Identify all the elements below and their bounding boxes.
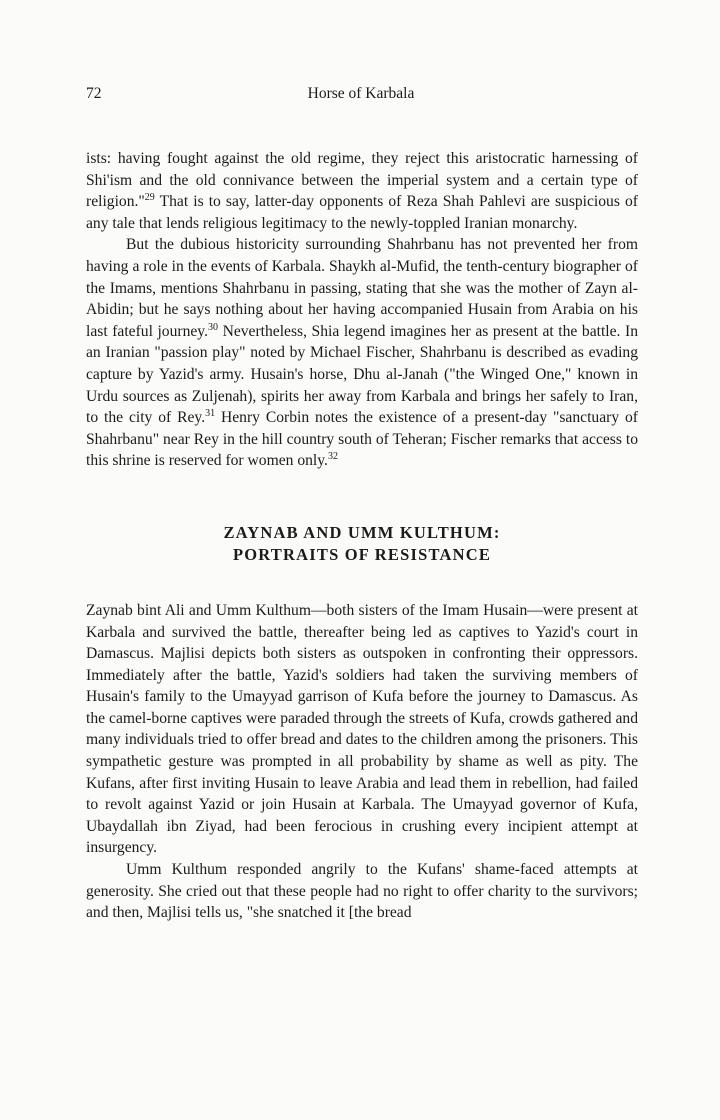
text-run: That is to say, latter-day opponents of Reza Shah Pahlevi are suspicious of any tale that lends religious legitimacy to the newly-toppled Iranian monarchy. <box>86 193 638 232</box>
page-number: 72 <box>86 85 102 102</box>
footnote-ref: 29 <box>144 192 155 204</box>
text-run: Henry Corbin notes the existence of a present-day "sanctuary of Shahrbanu" near Rey in the hill country south of Teheran; Fischer remarks that access to this shrine is reserved for women only. <box>86 409 638 470</box>
footnote-ref: 32 <box>327 451 338 463</box>
text-run: ists: having fought against the old regime, they reject this aristocratic harnessing of Shi'ism and the old connivance between the imperial system and a certain type of religion." <box>86 150 638 211</box>
section-heading <box>86 522 638 566</box>
body-text <box>86 148 638 924</box>
paragraph-continued <box>86 148 638 234</box>
paragraph <box>86 234 638 472</box>
paragraph: Umm Kulthum responded angrily to the Kufans' shame-faced attempts at generosity. She cried out that these people had no right to offer charity to the survivors; and then, Majlisi tells us, "she snatched it [the bread <box>86 861 638 922</box>
text-run: But the dubious historicity surrounding Shahrbanu has not prevented her from having a role in the events of Karbala. Shaykh al-Mufid, the tenth-century biographer of the Imams, mentions Shahrbanu in passing, stating that she was the mother of Zayn al-Abidin; but he says nothing about her having accompanied Husain from Arabia on his last fateful journey. <box>86 236 638 340</box>
text-run: Nevertheless, Shia legend imagines her as present at the battle. In an Iranian "passion play" noted by Michael Fischer, Shahrbanu is described as evading capture by Yazid's army. Husain's horse, Dhu al-Janah ("the Winged One," known in Urdu sources as Zuljenah), spirits her away from Karbala and brings her safely to Iran, to the city of Rey. <box>86 322 638 427</box>
paragraph: Zaynab bint Ali and Umm Kulthum—both sisters of the Imam Husain—were present at Karbala and survived the battle, thereafter being led as captives to Yazid's court in Damascus. Majlisi depicts both sisters as outspoken in confronting their oppressors. Immediately after the battle, Yazid's soldiers had taken the surviving members of Husain's family to the Umayyad garrison of Kufa before the journey to Damascus. As the camel-borne captives were paraded through the streets of Kufa, crowds gathered and many individuals tried to offer bread and dates to the children among the prisoners. This sympathetic gesture was prompted in all probability by shame as well as pity. The Kufans, after first inviting Husain to leave Arabia and lead them in rebellion, had failed to revolt against Yazid or join Husain at Karbala. The Umayyad governor of Kufa, Ubaydallah ibn Ziyad, had been ferocious in crushing every incipient attempt at insurgency. <box>86 601 638 857</box>
running-head: Horse of Karbala <box>307 85 415 102</box>
footnote-ref: 30 <box>208 321 218 333</box>
page-header <box>86 85 636 107</box>
section-heading-line: PORTRAITS OF RESISTANCE <box>232 544 492 564</box>
footnote-ref: 31 <box>205 408 216 420</box>
section-heading-line: ZAYNAB AND UMM KULTHUM: <box>223 522 501 542</box>
